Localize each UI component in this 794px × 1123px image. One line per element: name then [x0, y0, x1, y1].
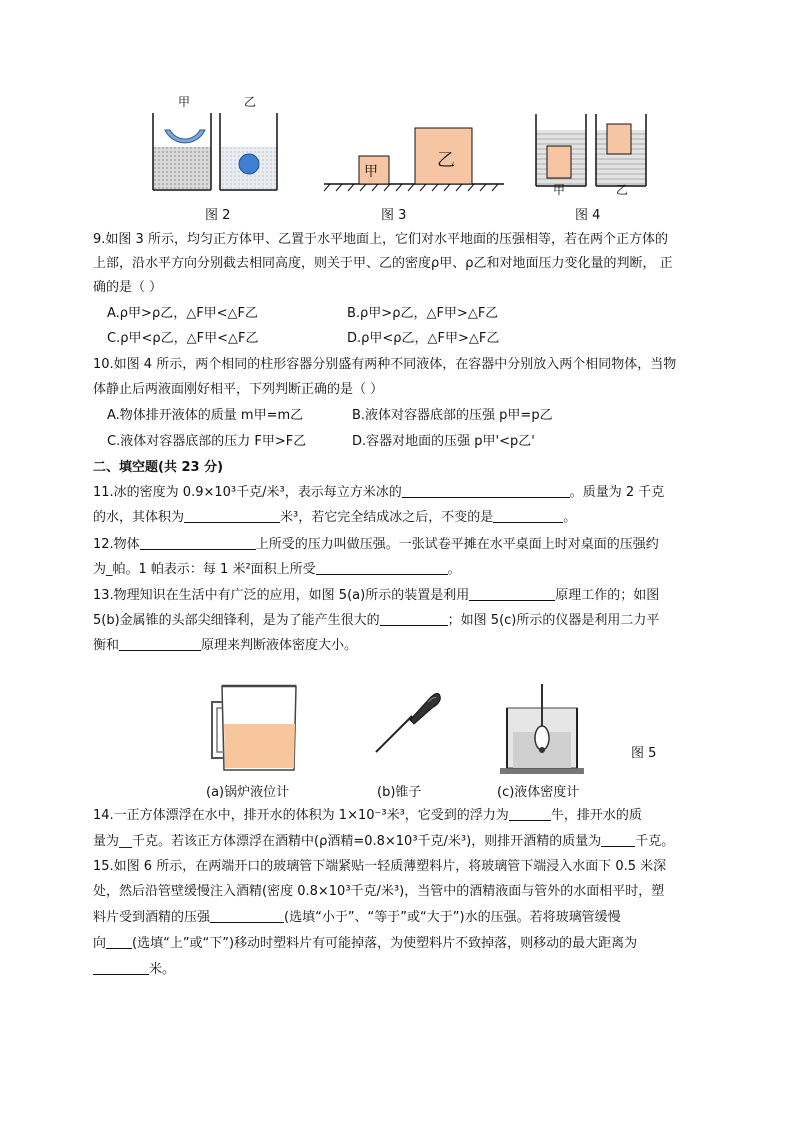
q11-line-2 [93, 510, 576, 526]
figure-5a-boiler-gauge [208, 680, 304, 776]
q13-text-6: 原理来判断液体密度大小。 [201, 638, 358, 653]
q11-blank-1[interactable] [402, 485, 570, 498]
q14-line-1 [93, 808, 642, 824]
q13-line-1 [93, 588, 659, 604]
fig5c-caption: (c)液体密度计 [497, 785, 580, 800]
q12-text-1: 12.物体 [93, 537, 140, 552]
q15-text-3: 料片受到酒精的压强 [93, 910, 211, 925]
q15-blank-3[interactable] [93, 962, 149, 975]
section-heading: 二、填空题(共 23 分) [93, 460, 224, 475]
q11-line-1 [93, 485, 664, 501]
q10-stem-1: 10.如图 4 所示，两个相同的柱形容器分别盛有两种不同液体，在容器中分别放入两个相同物体，当物 [93, 357, 677, 372]
fig2-caption: 图 2 [205, 208, 231, 223]
q13-line-3 [93, 638, 357, 654]
q15-line-3 [93, 910, 621, 926]
q12-blank-1[interactable] [140, 537, 256, 550]
q11-text-1: 11.冰的密度为 0.9×10³千克/米³，表示每立方米冰的 [93, 485, 402, 500]
q15-blank-2[interactable] [106, 936, 132, 949]
fig3-label-b: 乙 [437, 150, 455, 171]
q14-line-2 [93, 834, 674, 850]
q13-text-5: 衡和 [93, 638, 120, 653]
q13-text-2: 原理工作的；如图 [555, 588, 660, 603]
q9-option-d: D.ρ甲<ρ乙，△F甲>△F乙 [347, 331, 500, 346]
q11-blank-3[interactable] [493, 510, 563, 523]
fig2-label-b: 乙 [244, 95, 257, 109]
q12-blank-2[interactable] [316, 562, 448, 575]
q10-option-a: A.物体排开液体的质量 m甲=m乙 [107, 408, 304, 423]
q15-line-4 [93, 936, 637, 952]
q11-text-4: 米³，若它完全结成冰之后，不变的是 [280, 510, 494, 525]
q13-text-3: 5(b)金属锥的头部尖细锋利，是为了能产生很大的 [93, 613, 380, 628]
q10-option-b: B.液体对容器底部的压强 p甲=p乙 [352, 408, 553, 423]
q14-text-4: 千克。 [635, 834, 675, 849]
q11-text-5: 。 [563, 510, 577, 525]
q9-stem-3: 确的是（ ） [93, 280, 163, 295]
q13-blank-2[interactable] [380, 613, 448, 626]
q15-text-7: 米。 [149, 962, 176, 977]
q10-stem-2: 体静止后两液面刚好相平，下列判断正确的是（ ） [93, 382, 384, 397]
figure-5c-hydrometer [497, 680, 587, 776]
q12-text-3: 为_帕。1 帕表示：每 1 米²面积上所受 [93, 562, 316, 577]
fig4-label-b: 乙 [616, 183, 629, 197]
q9-stem-2: 上部，沿水平方向分别截去相同高度，则关于甲、乙的密度ρ甲、ρ乙和对地面压力变化量的判断， 正 [93, 256, 673, 271]
fig2-label-a: 甲 [178, 95, 191, 109]
q11-blank-2[interactable] [184, 510, 280, 523]
q14-text-2: 牛，排开水的质 [550, 808, 642, 823]
fig5-caption: 图 5 [631, 746, 657, 761]
q12-line-2 [93, 562, 461, 578]
q9-option-a: A.ρ甲>ρ乙，△F甲<△F乙 [107, 306, 259, 321]
q13-text-1: 13.物理知识在生活中有广泛的应用，如图 5(a)所示的装置是利用 [93, 588, 470, 603]
q12-line-1 [93, 537, 659, 553]
q15-line-1: 15.如图 6 所示，在两端开口的玻璃管下端紧贴一轻质薄塑料片，将玻璃管下端浸入水面下 0.5 米深 [93, 859, 667, 874]
fig5b-caption: (b)锥子 [377, 785, 422, 800]
q15-line-2: 处，然后沿管壁缓慢注入酒精(密度 0.8×10³千克/米³)，当管中的酒精液面与管外的水面相平时，塑 [93, 884, 665, 899]
q14-text-3: 量为__千克。若该正方体漂浮在酒精中(ρ酒精=0.8×10³千克/米³)，则排开酒精的质量为 [93, 834, 602, 849]
q10-option-d: D.容器对地面的压强 p甲'<p乙' [352, 434, 535, 449]
q15-line-5 [93, 962, 175, 978]
q11-text-2: 。质量为 2 千克 [569, 485, 665, 500]
fig5a-caption: (a)锅炉液位计 [206, 785, 290, 800]
q9-stem-1: 9.如图 3 所示，均匀正方体甲、乙置于水平地面上，它们对水平地面的压强相等，若在两个正方体的 [93, 232, 668, 247]
q9-option-b: B.ρ甲>ρ乙，△F甲>△F乙 [347, 306, 499, 321]
q15-text-4: (选填“小于”、“等于”或“大于”)水的压强。若将玻璃管缓慢 [284, 910, 621, 925]
q13-text-4: ；如图 5(c)所示的仪器是利用二力平 [447, 613, 660, 628]
figure-3 [322, 125, 507, 195]
q13-blank-1[interactable] [469, 588, 555, 601]
q15-text-6: (选填“上”或“下”)移动时塑料片有可能掉落，为使塑料片不致掉落，则移动的最大距离为 [132, 936, 638, 951]
figure-2 [150, 95, 280, 195]
q15-blank-1[interactable] [210, 910, 284, 923]
q12-text-4: 。 [447, 562, 461, 577]
fig3-caption: 图 3 [381, 208, 407, 223]
figure-5b-awl [372, 686, 444, 756]
q14-blank-2[interactable] [601, 834, 635, 847]
q10-option-c: C.液体对容器底部的压力 F甲>F乙 [107, 434, 307, 449]
fig4-caption: 图 4 [575, 208, 601, 223]
q12-text-2: 上所受的压力叫做压强。一张试卷平摊在水平桌面上时对桌面的压强约 [255, 537, 659, 552]
fig4-label-a: 甲 [553, 183, 566, 197]
q13-blank-3[interactable] [119, 638, 201, 651]
q11-text-3: 的水，其体积为 [93, 510, 185, 525]
q14-text-1: 14.一正方体漂浮在水中，排开水的体积为 1×10⁻³米³，它受到的浮力为 [93, 808, 509, 823]
fig3-label-a: 甲 [364, 164, 378, 180]
figure-4 [533, 112, 651, 190]
q15-text-5: 向 [93, 936, 107, 951]
q14-blank-1[interactable] [509, 808, 551, 821]
q13-line-2 [93, 613, 659, 629]
q9-option-c: C.ρ甲<ρ乙，△F甲<△F乙 [107, 331, 259, 346]
